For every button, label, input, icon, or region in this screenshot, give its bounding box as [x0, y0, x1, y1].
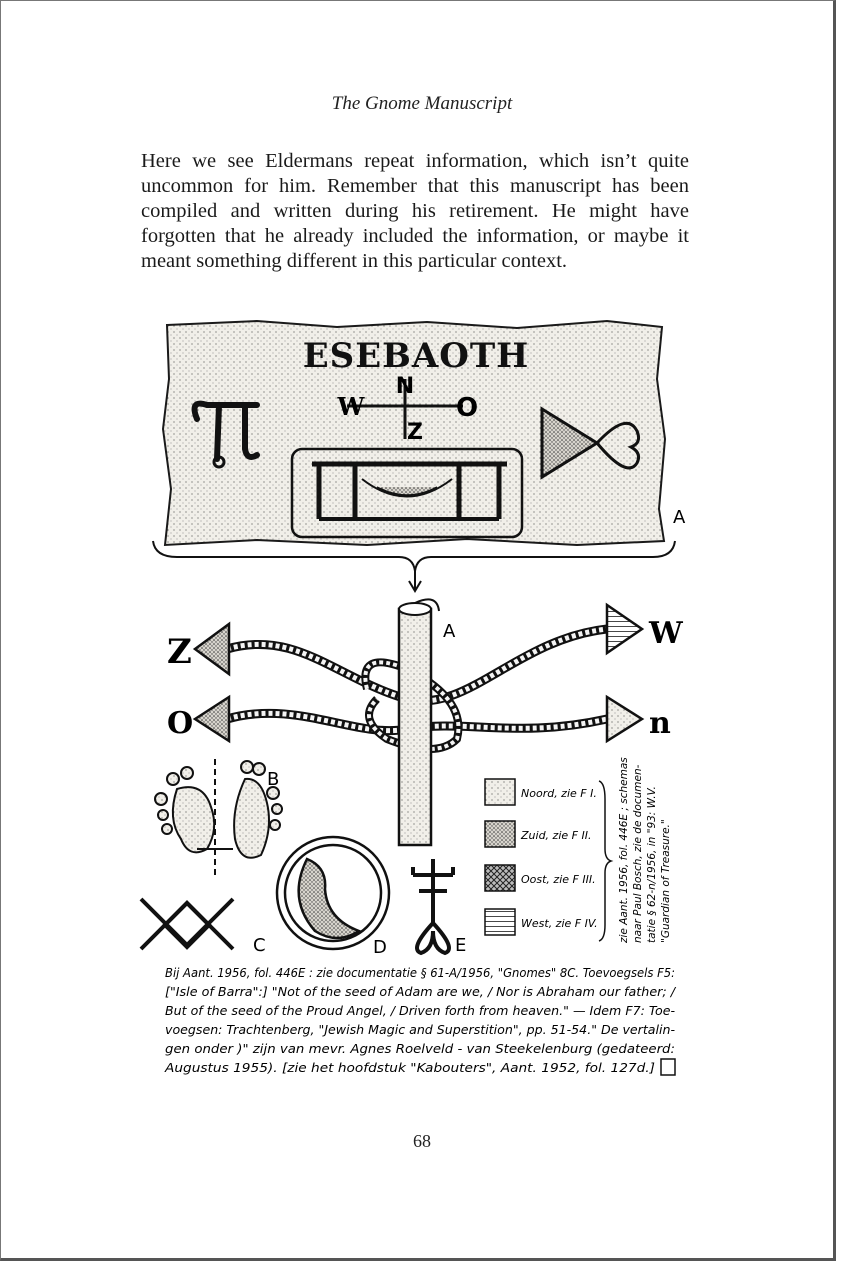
legend-swatch-east	[485, 865, 515, 891]
dir-right-top: W	[649, 616, 683, 651]
side-note-line-1: zie Aant. 1956, fol. 446E ; schemas	[618, 757, 630, 943]
moon-medallion	[277, 837, 389, 949]
initials-mark	[661, 1059, 675, 1075]
bracket	[153, 541, 675, 571]
x-sigil	[141, 899, 233, 949]
label-b: B	[267, 769, 280, 790]
compass-west: W	[337, 392, 365, 421]
page-number: 68	[413, 1131, 431, 1151]
dir-right-bottom: n	[649, 706, 671, 741]
legend-swatch-west	[485, 909, 515, 935]
figure-caption	[164, 966, 677, 1075]
compass-south: Z	[407, 420, 423, 445]
legend-label-west: West, zie F IV.	[521, 917, 598, 930]
caption-line-6: Augustus 1955). [zie het hoofdstuk "Kabouters", Aant. 1952, fol. 127d.]	[163, 1061, 656, 1075]
side-note-line-3: tatie § 62-n/1956, in "93: W.V.	[646, 786, 658, 943]
label-e: E	[455, 935, 467, 956]
dir-left-top: Z	[167, 632, 192, 672]
caption-line-3: But of the seed of the Proud Angel, / Driven forth from heaven." — Idem F7: Toe-	[165, 1004, 675, 1018]
legend-label-north: Noord, zie F I.	[521, 787, 597, 800]
footprints	[155, 759, 282, 879]
label-d: D	[373, 937, 387, 958]
illustration-svg	[137, 319, 707, 1089]
side-note	[618, 757, 672, 944]
legend-label-east: Oost, zie F III.	[521, 873, 596, 886]
running-title: The Gnome Manuscript	[331, 93, 513, 114]
caption-line-1: Bij Aant. 1956, fol. 446E : zie documentatie § 61-A/1956, "Gnomes" 8C. Toevoegsels F5:	[165, 966, 675, 980]
side-note-line-2: naar Paul Bosch, zie de documen-	[632, 764, 644, 943]
caption-line-4: voegsen: Trachtenberg, "Jewish Magic and Superstition", pp. 51-54." De vertalin-	[165, 1023, 675, 1037]
cross-sigil	[413, 859, 453, 953]
label-c: C	[253, 935, 266, 956]
compass-east: O	[455, 393, 479, 423]
legend-swatch-north	[485, 779, 515, 805]
caption-line-5: gen onder )" zijn van mevr. Agnes Roelveld - van Steekelenburg (gedateerd:	[165, 1042, 675, 1056]
legend-label-south: Zuid, zie F II.	[521, 829, 592, 842]
legend-swatch-south	[485, 821, 515, 847]
banner-title: ESEBAOTH	[302, 336, 530, 376]
side-note-line-4: "Guardian of Treasure."	[660, 819, 672, 943]
caption-line-2: ["Isle of Barra":] "Not of the seed of Adam are we, / Nor is Abraham our father; /	[165, 985, 678, 999]
body-paragraph: Here we see Eldermans repeat information, which isn’t quite uncommon for him. Remember that this manuscript has been compiled and written during his retirement. He might have forgotten that he already included the information, or maybe it meant something different in this particular context.	[141, 150, 689, 272]
label-a-banner: A	[673, 507, 686, 528]
compass-north: N	[395, 374, 415, 399]
label-a-scroll: A	[443, 621, 456, 642]
legend	[485, 779, 611, 941]
dir-left-bottom: O	[167, 706, 194, 741]
illustration	[137, 319, 707, 1089]
